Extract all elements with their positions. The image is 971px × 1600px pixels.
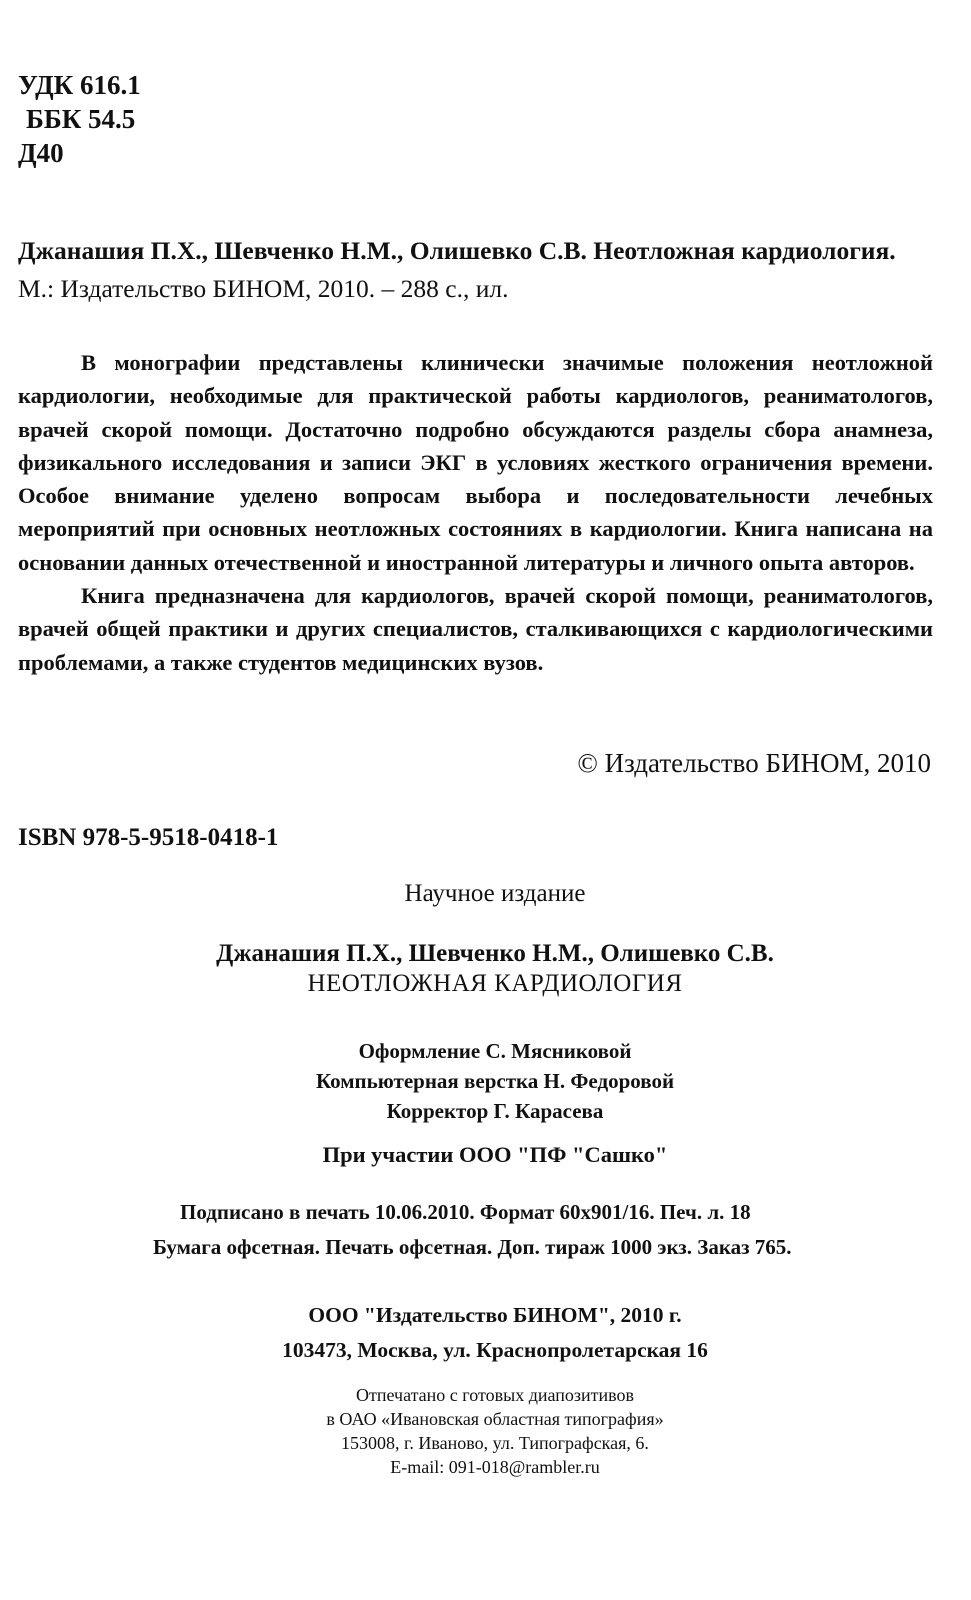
abstract-paragraph: Книга предназначена для кардиологов, врачей скорой помощи, реаниматологов, врачей общей практики и других специалистов, сталкивающихся с кардиологическими проблемами, а также студентов медицинских вузов. xyxy=(18,583,933,675)
layout-credit: Компьютерная верстка Н. Федоровой xyxy=(315,1069,675,1093)
proofreader-credit: Корректор Г. Карасева xyxy=(386,1099,604,1123)
citation-authors: Джанашия П.Х., Шевченко Н.М., Олишевко С.В. xyxy=(18,236,587,265)
print-details-line: Подписано в печать 10.06.2010. Формат 60x901/16. Печ. л. 18 xyxy=(180,1200,751,1224)
abstract xyxy=(18,346,933,679)
printer-info xyxy=(0,1383,971,1479)
publisher-address: 103473, Москва, ул. Краснопролетарская 16 xyxy=(282,1338,708,1362)
colophon-authors: Джанашия П.Х., Шевченко Н.М., Олишевко С.В. xyxy=(216,940,774,967)
citation-title: Неотложная кардиология. xyxy=(593,236,896,265)
partner-credit: При участии ООО "ПФ "Сашко" xyxy=(322,1142,668,1167)
citation-imprint: М.: Издательство БИНОМ, 2010. – 288 с., ил. xyxy=(18,274,509,303)
printer-email: E-mail: 091-018@rambler.ru xyxy=(390,1457,600,1477)
edition-type: Научное издание xyxy=(404,880,586,907)
abstract-paragraph: В монографии представлены клинически значимые положения неотложной кардиологии, необходимые для практической работы кардиологов, реаниматологов, врачей скорой помощи. Достаточно подробно обсуждаются разделы сбора анамнеза, физикального исследования и записи ЭКГ в условиях жесткого ограничения времени. Особое внимание уделено вопросам выбора и последовательности лечебных мероприятий при основных неотложных состояниях в кардиологии. Книга написана на основании данных отечественной и иностранной литературы и личного опыта авторов. xyxy=(18,350,933,575)
print-details-line: Бумага офсетная. Печать офсетная. Доп. тираж 1000 экз. Заказ 765. xyxy=(153,1235,792,1259)
copyright-notice: © Издательство БИНОМ, 2010 xyxy=(577,748,931,778)
publisher-info xyxy=(0,1298,971,1368)
bibliographic-citation xyxy=(18,232,933,308)
udk-code: УДК 616.1 xyxy=(18,70,141,100)
colophon-title: НЕОТЛОЖНАЯ КАРДИОЛОГИЯ xyxy=(307,970,683,997)
bbk-code: ББК 54.5 xyxy=(26,104,136,134)
production-staff xyxy=(0,1036,971,1126)
printer-line: 153008, г. Иваново, ул. Типографская, 6. xyxy=(341,1433,649,1453)
publisher-name: ООО "Издательство БИНОМ", 2010 г. xyxy=(308,1303,682,1327)
printer-line: Отпечатано с готовых диапозитивов xyxy=(355,1385,635,1405)
classification-codes xyxy=(18,68,141,170)
printer-line: в ОАО «Ивановская областная типография» xyxy=(326,1409,664,1429)
isbn: ISBN 978-5-9518-0418-1 xyxy=(18,824,279,851)
author-mark: Д40 xyxy=(18,138,64,168)
design-credit: Оформление С. Мясниковой xyxy=(358,1039,632,1063)
